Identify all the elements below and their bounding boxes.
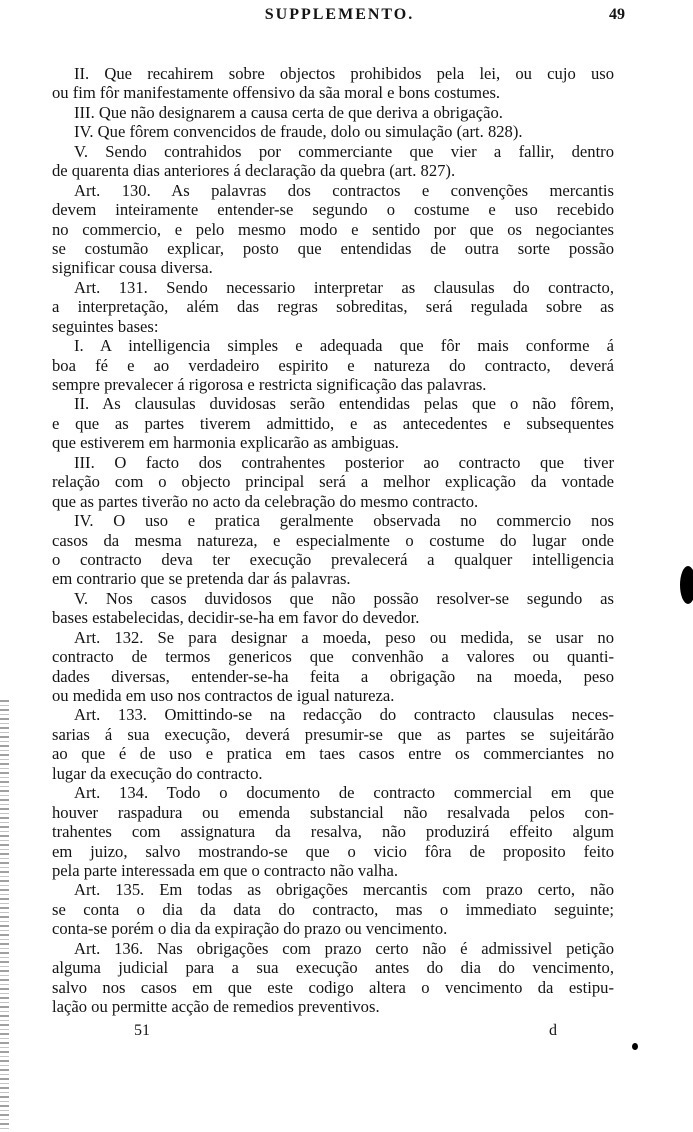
ink-blot	[680, 566, 693, 604]
text-line: em contrario que se pretenda dar ás palavras.	[52, 569, 351, 589]
text-line: e que as partes tiverem admittido, e as antecedentes e subsequentes	[52, 413, 614, 433]
text-line: Art. 136. Nas obrigações com prazo certo não é admissivel petição	[74, 938, 614, 958]
text-line: conta-se porém o dia da expiração do prazo ou vencimento.	[52, 919, 448, 939]
text-line: ou medida em uso nos contractos de igual natureza.	[52, 686, 395, 705]
text-line: Art. 133. Omittindo-se na redacção do contracto clausulas neces-	[74, 705, 614, 725]
text-line: relação com o objecto principal será a melhor explicação da vontade	[52, 472, 614, 492]
text-line: seguintes bases:	[52, 316, 159, 336]
text-line: o contracto deva ter execução prevalecerá a qualquer intelligencia	[52, 549, 614, 569]
text-line: que as partes tiverão no acto da celebração do mesmo contracto.	[52, 491, 479, 511]
text-line: I. A intelligencia simples e adequada que fôr mais conforme á	[74, 336, 614, 356]
text-line: V. Nos casos duvidosos que não possão resolver-se segundo as	[74, 588, 614, 608]
page-binding-edge	[0, 700, 9, 1132]
text-line: devem inteiramente entender-se segundo o costume e uso recebido	[52, 200, 614, 220]
text-line: II. As clausulas duvidosas serão entendidas pelas que o não fôrem,	[74, 394, 614, 414]
text-line: II. Que recahirem sobre objectos prohibidos pela lei, ou cujo uso	[74, 64, 614, 83]
text-line: Art. 132. Se para designar a moeda, peso ou medida, se usar no	[74, 627, 614, 647]
text-line: IV. Que fôrem convencidos de fraude, dolo ou simulação (art. 828).	[74, 122, 523, 142]
text-line: bases estabelecidas, decidir-se-ha em favor do devedor.	[52, 608, 420, 628]
text-line: pela parte interessada em que o contracto não valha.	[52, 860, 399, 880]
body-text	[52, 64, 614, 1016]
text-line: sarias á sua execução, deverá presumir-se que as partes se sujeitárão	[52, 724, 614, 744]
text-line: de quarenta dias anteriores á declaração da quebra (art. 827).	[52, 161, 456, 181]
text-line: boa fé e ao verdadeiro espirito e natureza do contracto, deverá	[52, 355, 614, 375]
text-line: Art. 130. As palavras dos contractos e convenções mercantis	[74, 180, 614, 200]
text-line: IV. O uso e pratica geralmente observada no commercio nos	[74, 511, 614, 531]
text-line: que estiverem em harmonia explicarão as ambiguas.	[52, 433, 399, 453]
text-line: alguma judicial para a sua execução antes do dia do vencimento,	[52, 958, 614, 978]
text-line: em juizo, salvo mostrando-se que o vicio fôra de proposito feito	[52, 841, 614, 861]
text-line: III. O facto dos contrahentes posterior ao contracto que tiver	[74, 452, 614, 472]
text-line: sempre prevalecer á rigorosa e restricta significação das palavras.	[52, 375, 487, 394]
text-line: se conta o dia da data do contracto, mas o immediato seguinte;	[52, 899, 614, 919]
text-line: III. Que não designarem a causa certa de que deriva a obrigação.	[74, 102, 503, 122]
page-number: 49	[609, 6, 625, 23]
text-line: dades diversas, entender-se-ha feita a obrigação na moeda, peso	[52, 666, 614, 686]
text-line: no commercio, e pelo mesmo modo e sentido por que os negociantes	[52, 219, 614, 239]
gathering-mark: d	[549, 1022, 557, 1039]
text-line: Art. 135. Em todas as obrigações mercantis com prazo certo, não	[74, 880, 614, 900]
running-title: SUPPLEMENTO.	[264, 6, 415, 23]
page-footer	[52, 1022, 614, 1044]
text-line: contracto de termos genericos que convenhão a valores ou quanti-	[52, 647, 614, 667]
text-line: significar cousa diversa.	[52, 258, 213, 278]
text-line: lação ou permitte acção de remedios preventivos.	[52, 997, 380, 1016]
page-header	[52, 6, 627, 28]
text-line: ao que é de uso e pratica em taes casos entre os commerciantes no	[52, 744, 614, 764]
ink-dot	[632, 1043, 638, 1050]
text-line: ou fim fôr manifestamente offensivo da sãa moral e bons costumes.	[52, 83, 501, 103]
text-line: lugar da execução do contracto.	[52, 763, 263, 783]
text-line: Art. 134. Todo o documento de contracto commercial em que	[74, 783, 614, 803]
text-line: casos da mesma natureza, e especialmente o costume do lugar onde	[52, 530, 614, 550]
text-line: trahentes com assignatura da resalva, não produzirá effeito algum	[52, 822, 614, 842]
text-line: V. Sendo contrahidos por commerciante que vier a fallir, dentro	[74, 141, 614, 161]
text-line: houver raspadura ou emenda substancial não resalvada pelos con-	[52, 802, 614, 822]
text-line: salvo nos casos em que este codigo altera o vencimento da estipu-	[52, 977, 614, 997]
text-line: se costumão explicar, posto que entendidas de outra sorte possão	[52, 238, 614, 258]
text-line: a interpretação, além das regras sobreditas, será regulada sobre as	[52, 297, 614, 317]
signature-mark: 51	[134, 1022, 150, 1039]
text-line: Art. 131. Sendo necessario interpretar as clausulas do contracto,	[74, 277, 614, 297]
